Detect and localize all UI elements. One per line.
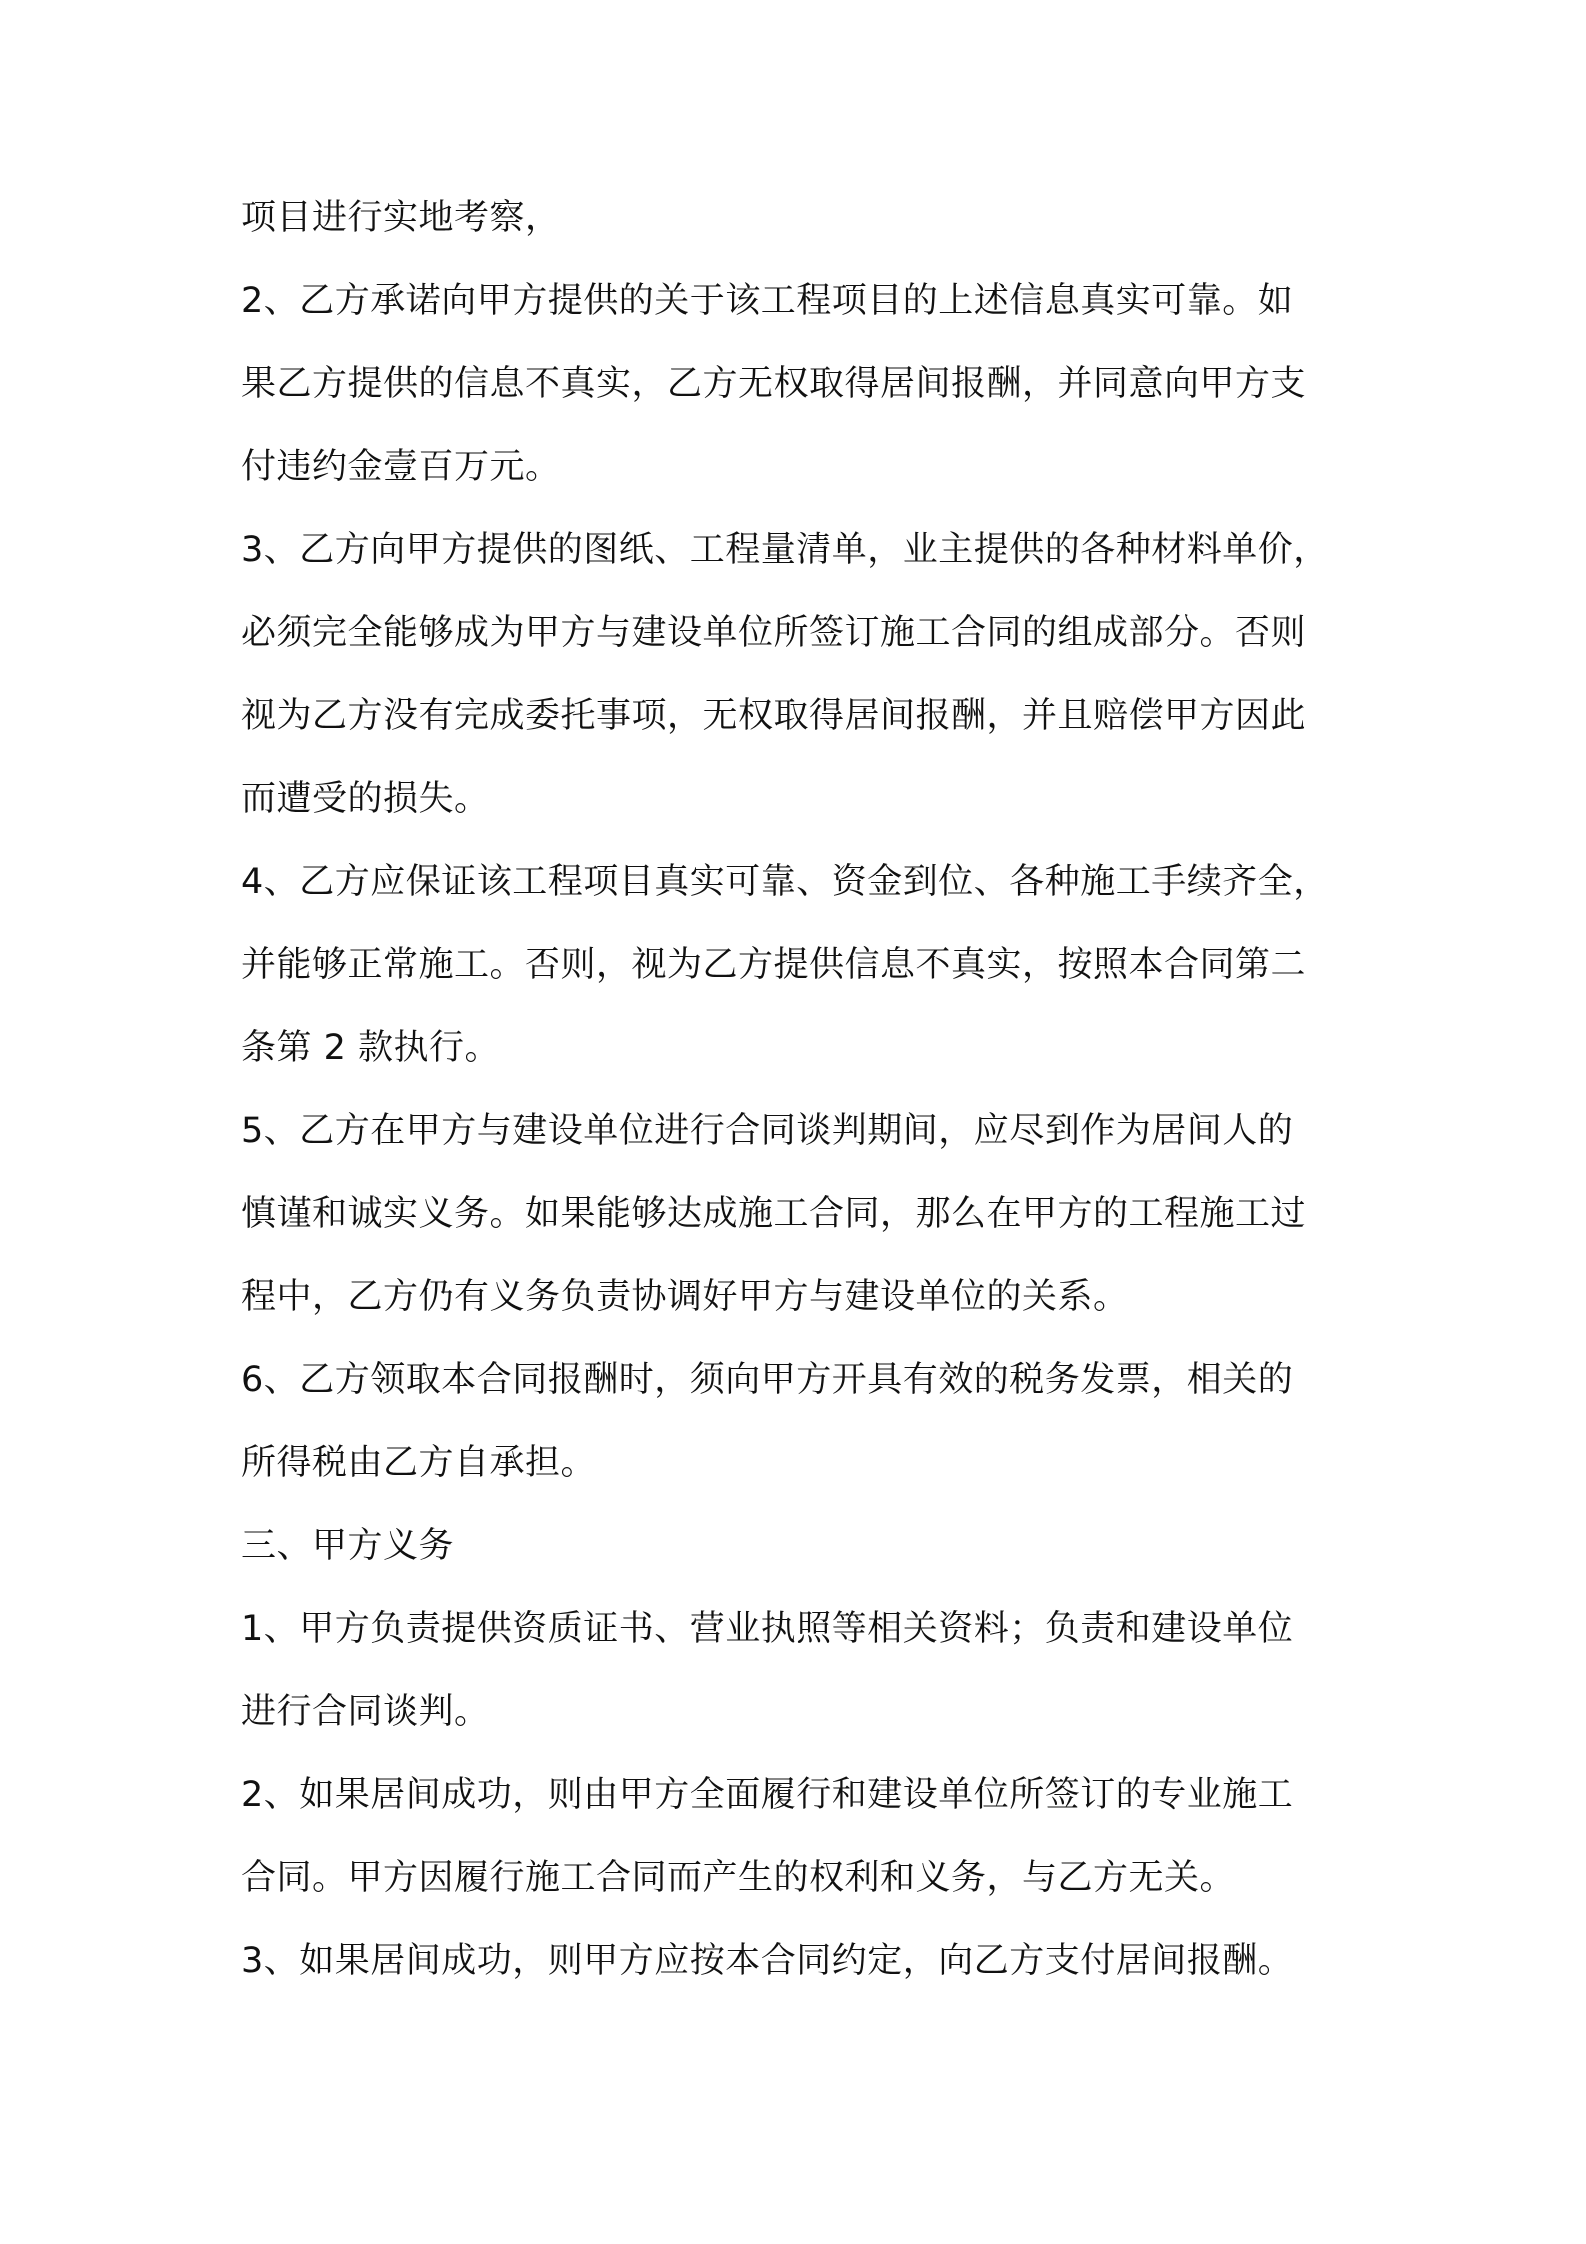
document-body xyxy=(241,198,1361,2024)
text-line: 并能够正常施工。否则，视为乙方提供信息不真实，按照本合同第二 xyxy=(241,945,1307,985)
text-line: 付违约金壹百万元。 xyxy=(241,447,561,487)
section-heading: 三、甲方义务 xyxy=(241,1526,455,1566)
text-line: 2、乙方承诺向甲方提供的关于该工程项目的上述信息真实可靠。如 xyxy=(241,281,1294,321)
text-line: 6、乙方领取本合同报酬时，须向甲方开具有效的税务发票，相关的 xyxy=(241,1360,1294,1400)
text-line: 5、乙方在甲方与建设单位进行合同谈判期间，应尽到作为居间人的 xyxy=(241,1111,1294,1151)
text-line: 3、乙方向甲方提供的图纸、工程量清单，业主提供的各种材料单价， xyxy=(241,530,1329,570)
text-line: 必须完全能够成为甲方与建设单位所签订施工合同的组成部分。否则 xyxy=(241,613,1307,653)
text-line: 慎谨和诚实义务。如果能够达成施工合同，那么在甲方的工程施工过 xyxy=(241,1194,1307,1234)
text-line: 果乙方提供的信息不真实，乙方无权取得居间报酬，并同意向甲方支 xyxy=(241,364,1307,404)
text-line: 条第 2 款执行。 xyxy=(241,1028,501,1068)
text-line: 合同。甲方因履行施工合同而产生的权利和义务，与乙方无关。 xyxy=(241,1858,1236,1898)
text-line: 进行合同谈判。 xyxy=(241,1692,490,1732)
text-line: 所得税由乙方自承担。 xyxy=(241,1443,597,1483)
text-line: 视为乙方没有完成委托事项，无权取得居间报酬，并且赔偿甲方因此 xyxy=(241,696,1307,736)
text-line: 而遭受的损失。 xyxy=(241,779,490,819)
text-line: 1、甲方负责提供资质证书、营业执照等相关资料；负责和建设单位 xyxy=(241,1609,1294,1649)
text-line: 项目进行实地考察， xyxy=(241,198,561,238)
text-line: 4、乙方应保证该工程项目真实可靠、资金到位、各种施工手续齐全， xyxy=(241,862,1329,902)
text-line: 2、如果居间成功，则由甲方全面履行和建设单位所签订的专业施工 xyxy=(241,1775,1294,1815)
text-line: 3、如果居间成功，则甲方应按本合同约定，向乙方支付居间报酬。 xyxy=(241,1941,1294,1981)
text-line: 程中，乙方仍有义务负责协调好甲方与建设单位的关系。 xyxy=(241,1277,1129,1317)
